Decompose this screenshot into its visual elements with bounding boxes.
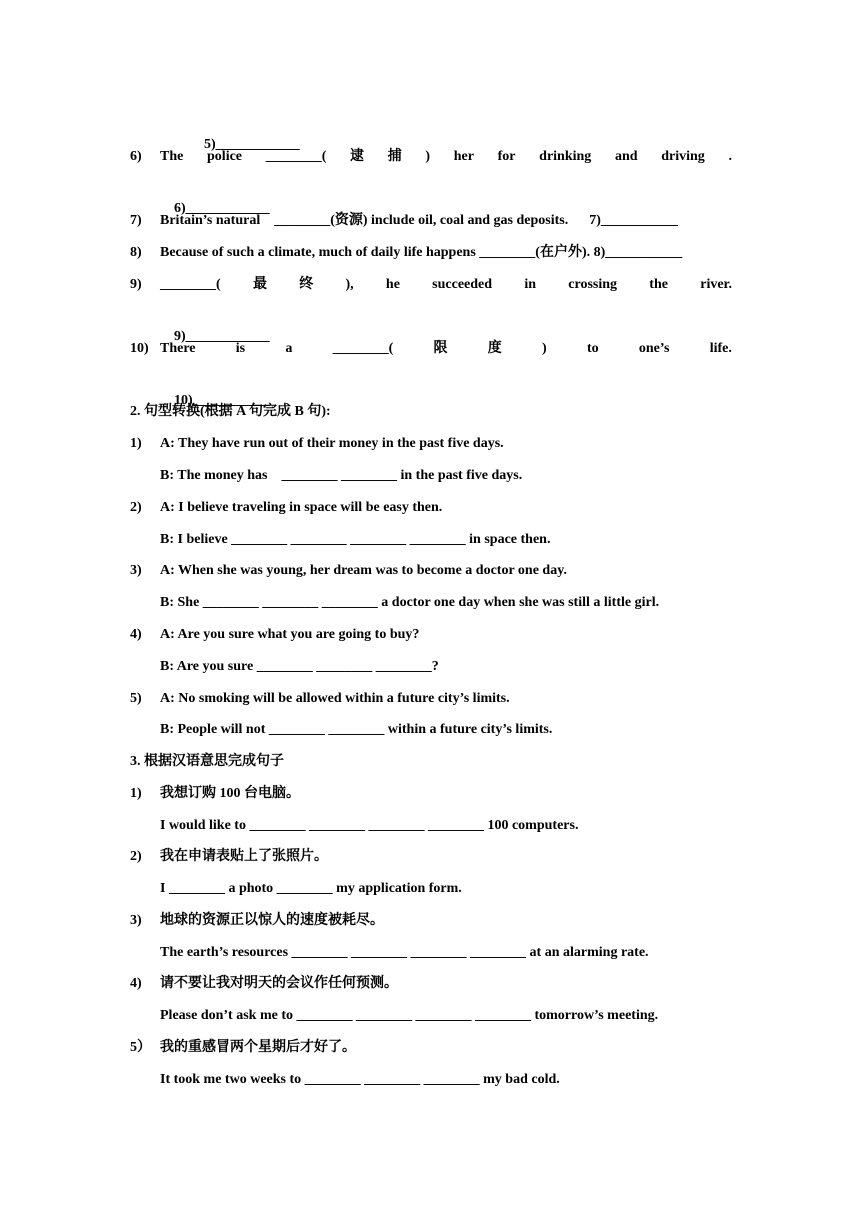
sentence-word: life. [709, 341, 732, 356]
item-number: 6) [130, 149, 142, 164]
sentence-word: and [614, 149, 638, 164]
sentence-word: succeeded [432, 277, 493, 292]
sentence-a: A: When she was young, her dream was to become a doctor one day. [160, 563, 567, 578]
sentence-word: There [160, 341, 196, 356]
item-number: 5) [130, 691, 142, 706]
exercise-item-8 [130, 243, 732, 263]
answer-blank: 6)____________ [174, 201, 270, 216]
sentence-b: B: People will not ________ ________ within a future city’s limits. [160, 722, 553, 737]
sentence-word: crossing [568, 277, 618, 292]
sentence-word: 终 [299, 277, 314, 292]
answer-line-5 [190, 115, 792, 152]
item-number: 5） [130, 1040, 151, 1055]
english-sentence: I ________ a photo ________ my application form. [160, 881, 462, 896]
sentence-word: 捕 [387, 149, 402, 164]
exercise-item-9 [130, 275, 732, 295]
english-sentence: Please don’t ask me to ________ ________ ________ ________ tomorrow’s meeting. [160, 1008, 659, 1023]
sentence-word: is [235, 341, 246, 356]
sentence-a: A: They have run out of their money in the past five days. [160, 436, 504, 451]
sentence-word: drinking [539, 149, 592, 164]
sentence-b: B: She ________ ________ ________ a doctor one day when she was still a little girl. [160, 595, 660, 610]
sentence-a: A: I believe traveling in space will be easy then. [160, 500, 443, 515]
item-sentence: Because of such a climate, much of daily life happens ________(在户外). 8)___________ [160, 245, 683, 260]
item-number: 10) [130, 341, 149, 356]
sentence-word: . [728, 149, 732, 164]
sentence-word: he [385, 277, 400, 292]
sentence-word: driving [661, 149, 705, 164]
chinese-prompt: 请不要让我对明天的会议作任何预测。 [160, 976, 398, 991]
item-number: 1) [130, 786, 142, 801]
sentence-a: A: No smoking will be allowed within a future city’s limits. [160, 691, 510, 706]
sentence-word: a [285, 341, 293, 356]
sentence-b: B: The money has ________ ________ in the past five days. [160, 468, 523, 483]
item-number: 2) [130, 500, 142, 515]
answer-line-10 [160, 371, 762, 408]
sentence-word: 最 [252, 277, 267, 292]
exercise-item-10 [130, 339, 732, 359]
sentence-word: in [524, 277, 537, 292]
sentence-b: B: Are you sure ________ ________ ________? [160, 659, 439, 674]
transform-item-3-a [130, 561, 732, 581]
english-sentence: The earth’s resources ________ ________ ________ ________ at an alarming rate. [160, 945, 649, 960]
sentence-word: 度 [487, 341, 502, 356]
item-number: 8) [130, 245, 142, 260]
answer-blank: 10)___________ [174, 393, 270, 408]
sentence-word: to [586, 341, 599, 356]
item-number: 3) [130, 563, 142, 578]
sentence-word: ), [345, 277, 354, 292]
answer-line-9 [160, 307, 762, 344]
transform-item-4-a [130, 625, 732, 645]
item-number: 4) [130, 627, 142, 642]
translate-item-1-cn [130, 784, 732, 804]
sentence-word: 逮 [350, 149, 365, 164]
item-number: 9) [130, 277, 142, 292]
item-number: 7) [130, 213, 142, 228]
answer-line-6 [160, 179, 762, 216]
sentence-word: police [207, 149, 243, 164]
item-sentence [160, 147, 732, 167]
english-sentence: I would like to ________ ________ ________ ________ 100 computers. [160, 818, 579, 833]
answer-blank: 5)____________ [204, 137, 300, 152]
chinese-prompt: 我的重感冒两个星期后才好了。 [160, 1040, 356, 1055]
item-number: 2) [130, 849, 142, 864]
sentence-word: ________( [160, 277, 221, 292]
sentence-word: for [497, 149, 516, 164]
item-number: 3) [130, 913, 142, 928]
item-sentence [160, 339, 732, 359]
sentence-word: one’s [638, 341, 670, 356]
sentence-word: her [453, 149, 474, 164]
section-3-heading: 3. 根据汉语意思完成句子 [130, 754, 284, 769]
sentence-word: ________( [332, 341, 394, 356]
chinese-prompt: 我想订购 100 台电脑。 [160, 786, 300, 801]
sentence-a: A: Are you sure what you are going to buy? [160, 627, 420, 642]
transform-item-5-a [130, 689, 732, 709]
item-sentence [160, 275, 732, 295]
item-number: 4) [130, 976, 142, 991]
english-sentence: It took me two weeks to ________ ________ ________ my bad cold. [160, 1072, 560, 1087]
chinese-prompt: 地球的资源正以惊人的速度被耗尽。 [160, 913, 384, 928]
sentence-word: ) [425, 149, 431, 164]
exercise-item-6 [130, 147, 732, 167]
sentence-word: ) [542, 341, 547, 356]
exercise-item-7 [130, 211, 732, 231]
item-number: 1) [130, 436, 142, 451]
sentence-b: B: I believe ________ ________ ________ ________ in space then. [160, 532, 551, 547]
translate-item-3-cn [130, 911, 732, 931]
translate-item-4-cn [130, 974, 732, 994]
translate-item-2-cn [130, 847, 732, 867]
item-sentence: Britain’s natural ________(资源) include oil, coal and gas deposits. 7)___________ [160, 213, 678, 228]
transform-item-2-a [130, 498, 732, 518]
translate-item-5-cn [130, 1038, 732, 1058]
section-2-heading: 2. 句型转换(根据 A 句完成 B 句): [130, 404, 331, 419]
chinese-prompt: 我在申请表贴上了张照片。 [160, 849, 328, 864]
answer-blank: 9)____________ [174, 329, 270, 344]
sentence-word: river. [700, 277, 732, 292]
sentence-word: ________( [265, 149, 327, 164]
transform-item-1-a [130, 434, 732, 454]
sentence-word: 限 [433, 341, 448, 356]
sentence-word: The [160, 149, 184, 164]
sentence-word: the [649, 277, 668, 292]
